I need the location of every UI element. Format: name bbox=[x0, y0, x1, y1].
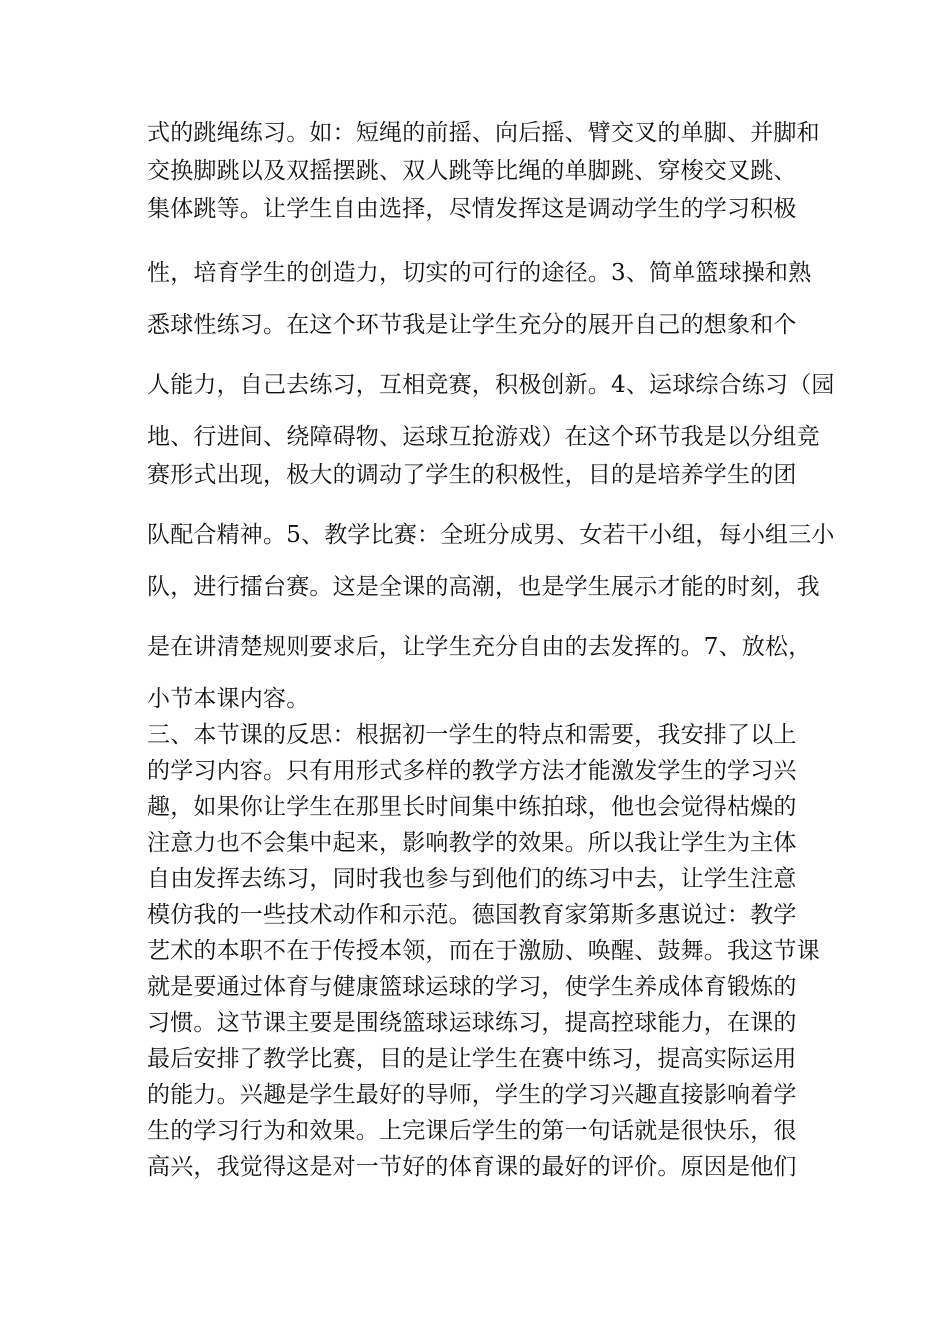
text-line: 性，培育学生的创造力，切实的可行的途径。3、简单篮球操和熟 bbox=[147, 260, 812, 286]
text-line: 交换脚跳以及双摇摆跳、双人跳等比绳的单脚跳、穿梭交叉跳、 bbox=[147, 158, 797, 184]
text-line: 最后安排了教学比赛，目的是让学生在赛中练习，提高实际运用 bbox=[147, 1046, 797, 1072]
text-line: 队，进行擂台赛。这是全课的高潮，也是学生展示才能的时刻，我 bbox=[147, 574, 820, 600]
text-line: 队配合精神。5、教学比赛：全班分成男、女若干小组，每小组三小 bbox=[147, 522, 835, 548]
text-line: 高兴，我觉得这是对一节好的体育课的最好的评价。原因是他们 bbox=[147, 1154, 797, 1180]
text-line: 模仿我的一些技术动作和示范。德国教育家第斯多惠说过：教学 bbox=[147, 902, 797, 928]
text-line: 注意力也不会集中起来，影响教学的效果。所以我让学生为主体 bbox=[147, 830, 797, 856]
text-line: 自由发挥去练习，同时我也参与到他们的练习中去，让学生注意 bbox=[147, 866, 797, 892]
text-line: 的学习内容。只有用形式多样的教学方法才能激发学生的学习兴 bbox=[147, 758, 797, 784]
text-line: 式的跳绳练习。如：短绳的前摇、向后摇、臂交叉的单脚、并脚和 bbox=[147, 120, 820, 146]
text-line: 小节本课内容。 bbox=[147, 686, 310, 712]
text-line: 地、行进间、绕障碍物、运球互抢游戏）在这个环节我是以分组竞 bbox=[147, 424, 820, 450]
text-line: 集体跳等。让学生自由选择，尽情发挥这是调动学生的学习积极 bbox=[147, 196, 797, 222]
text-line: 趣，如果你让学生在那里长时间集中练拍球，他也会觉得枯燥的 bbox=[147, 794, 797, 820]
text-line: 的能力。兴趣是学生最好的导师，学生的学习兴趣直接影响着学 bbox=[147, 1082, 797, 1108]
text-line: 就是要通过体育与健康篮球运球的学习，使学生养成体育锻炼的 bbox=[147, 974, 797, 1000]
text-line: 悉球性练习。在这个环节我是让学生充分的展开自己的想象和个 bbox=[147, 312, 797, 338]
text-line: 赛形式出现，极大的调动了学生的积极性，目的是培养学生的团 bbox=[147, 462, 797, 488]
text-line: 习惯。这节课主要是围绕篮球运球练习，提高控球能力，在课的 bbox=[147, 1010, 797, 1036]
text-line: 生的学习行为和效果。上完课后学生的第一句话就是很快乐，很 bbox=[147, 1118, 797, 1144]
text-line: 是在讲清楚规则要求后，让学生充分自由的去发挥的。7、放松， bbox=[147, 634, 812, 660]
text-line: 艺术的本职不在于传授本领，而在于激励、唤醒、鼓舞。我这节课 bbox=[147, 938, 820, 964]
text-line: 三、本节课的反思：根据初一学生的特点和需要，我安排了以上 bbox=[147, 722, 797, 748]
text-line: 人能力，自己去练习，互相竞赛，积极创新。4、运球综合练习（园 bbox=[147, 372, 835, 398]
